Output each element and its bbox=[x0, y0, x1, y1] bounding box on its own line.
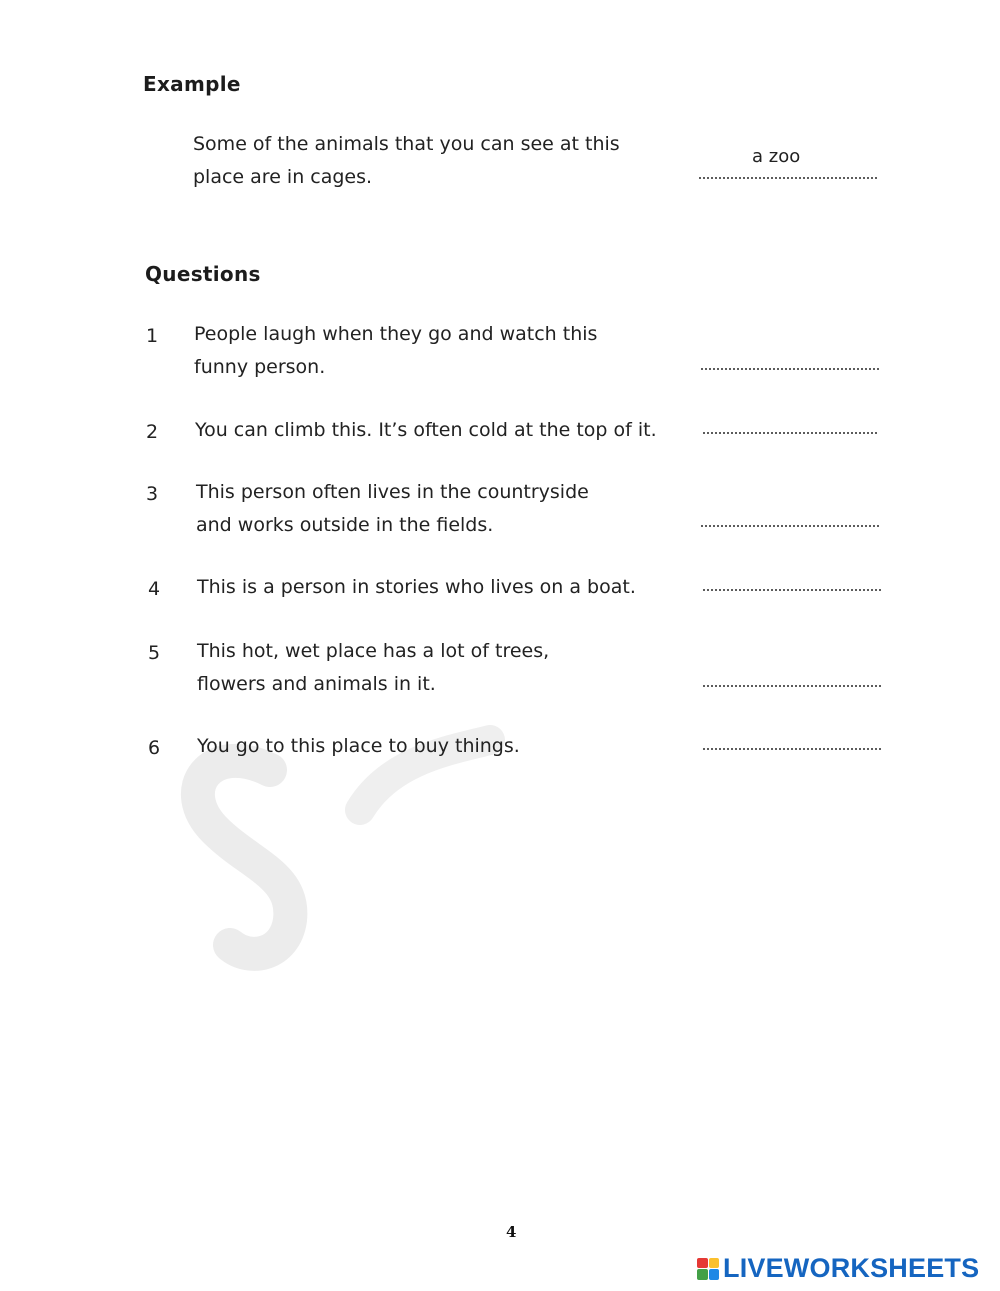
liveworksheets-logo-icon bbox=[697, 1258, 719, 1280]
page-number: 4 bbox=[506, 1223, 517, 1241]
example-line-1: Some of the animals that you can see at this bbox=[193, 133, 620, 155]
question-line: and works outside in the fields. bbox=[196, 514, 494, 536]
example-line-2: place are in cages. bbox=[193, 166, 373, 188]
example-answer: a zoo bbox=[752, 146, 801, 167]
answer-blank-2[interactable] bbox=[702, 432, 878, 434]
answer-blank-4[interactable] bbox=[702, 589, 882, 591]
answer-blank-3[interactable] bbox=[700, 525, 880, 527]
question-number: 3 bbox=[146, 483, 159, 505]
question-6-text bbox=[197, 730, 520, 763]
question-1-text bbox=[194, 318, 597, 384]
question-line: People laugh when they go and watch this bbox=[194, 323, 598, 345]
answer-blank-6[interactable] bbox=[702, 748, 882, 750]
question-line: This is a person in stories who lives on a boat. bbox=[197, 576, 636, 598]
question-number: 6 bbox=[148, 737, 161, 759]
brand-name: LIVEWORKSHEETS bbox=[723, 1253, 980, 1283]
question-line: This person often lives in the countryside bbox=[196, 481, 589, 503]
question-number: 2 bbox=[146, 421, 159, 443]
example-answer-line bbox=[698, 177, 878, 179]
question-number: 5 bbox=[148, 642, 161, 664]
answer-blank-5[interactable] bbox=[702, 685, 882, 687]
example-text bbox=[193, 128, 620, 194]
question-line: funny person. bbox=[194, 356, 326, 378]
answer-blank-1[interactable] bbox=[700, 368, 880, 370]
question-3-text bbox=[196, 476, 589, 542]
question-2-text bbox=[195, 414, 657, 447]
question-number: 1 bbox=[146, 325, 159, 347]
liveworksheets-brand bbox=[697, 1253, 979, 1284]
question-4-text bbox=[197, 571, 636, 604]
question-line: You go to this place to buy things. bbox=[197, 735, 520, 757]
question-number: 4 bbox=[148, 578, 161, 600]
question-line: flowers and animals in it. bbox=[197, 673, 436, 695]
question-line: This hot, wet place has a lot of trees, bbox=[197, 640, 550, 662]
question-line: You can climb this. It’s often cold at the top of it. bbox=[195, 419, 657, 441]
question-5-text bbox=[197, 635, 549, 701]
questions-heading: Questions bbox=[145, 262, 261, 286]
example-heading: Example bbox=[143, 72, 241, 96]
